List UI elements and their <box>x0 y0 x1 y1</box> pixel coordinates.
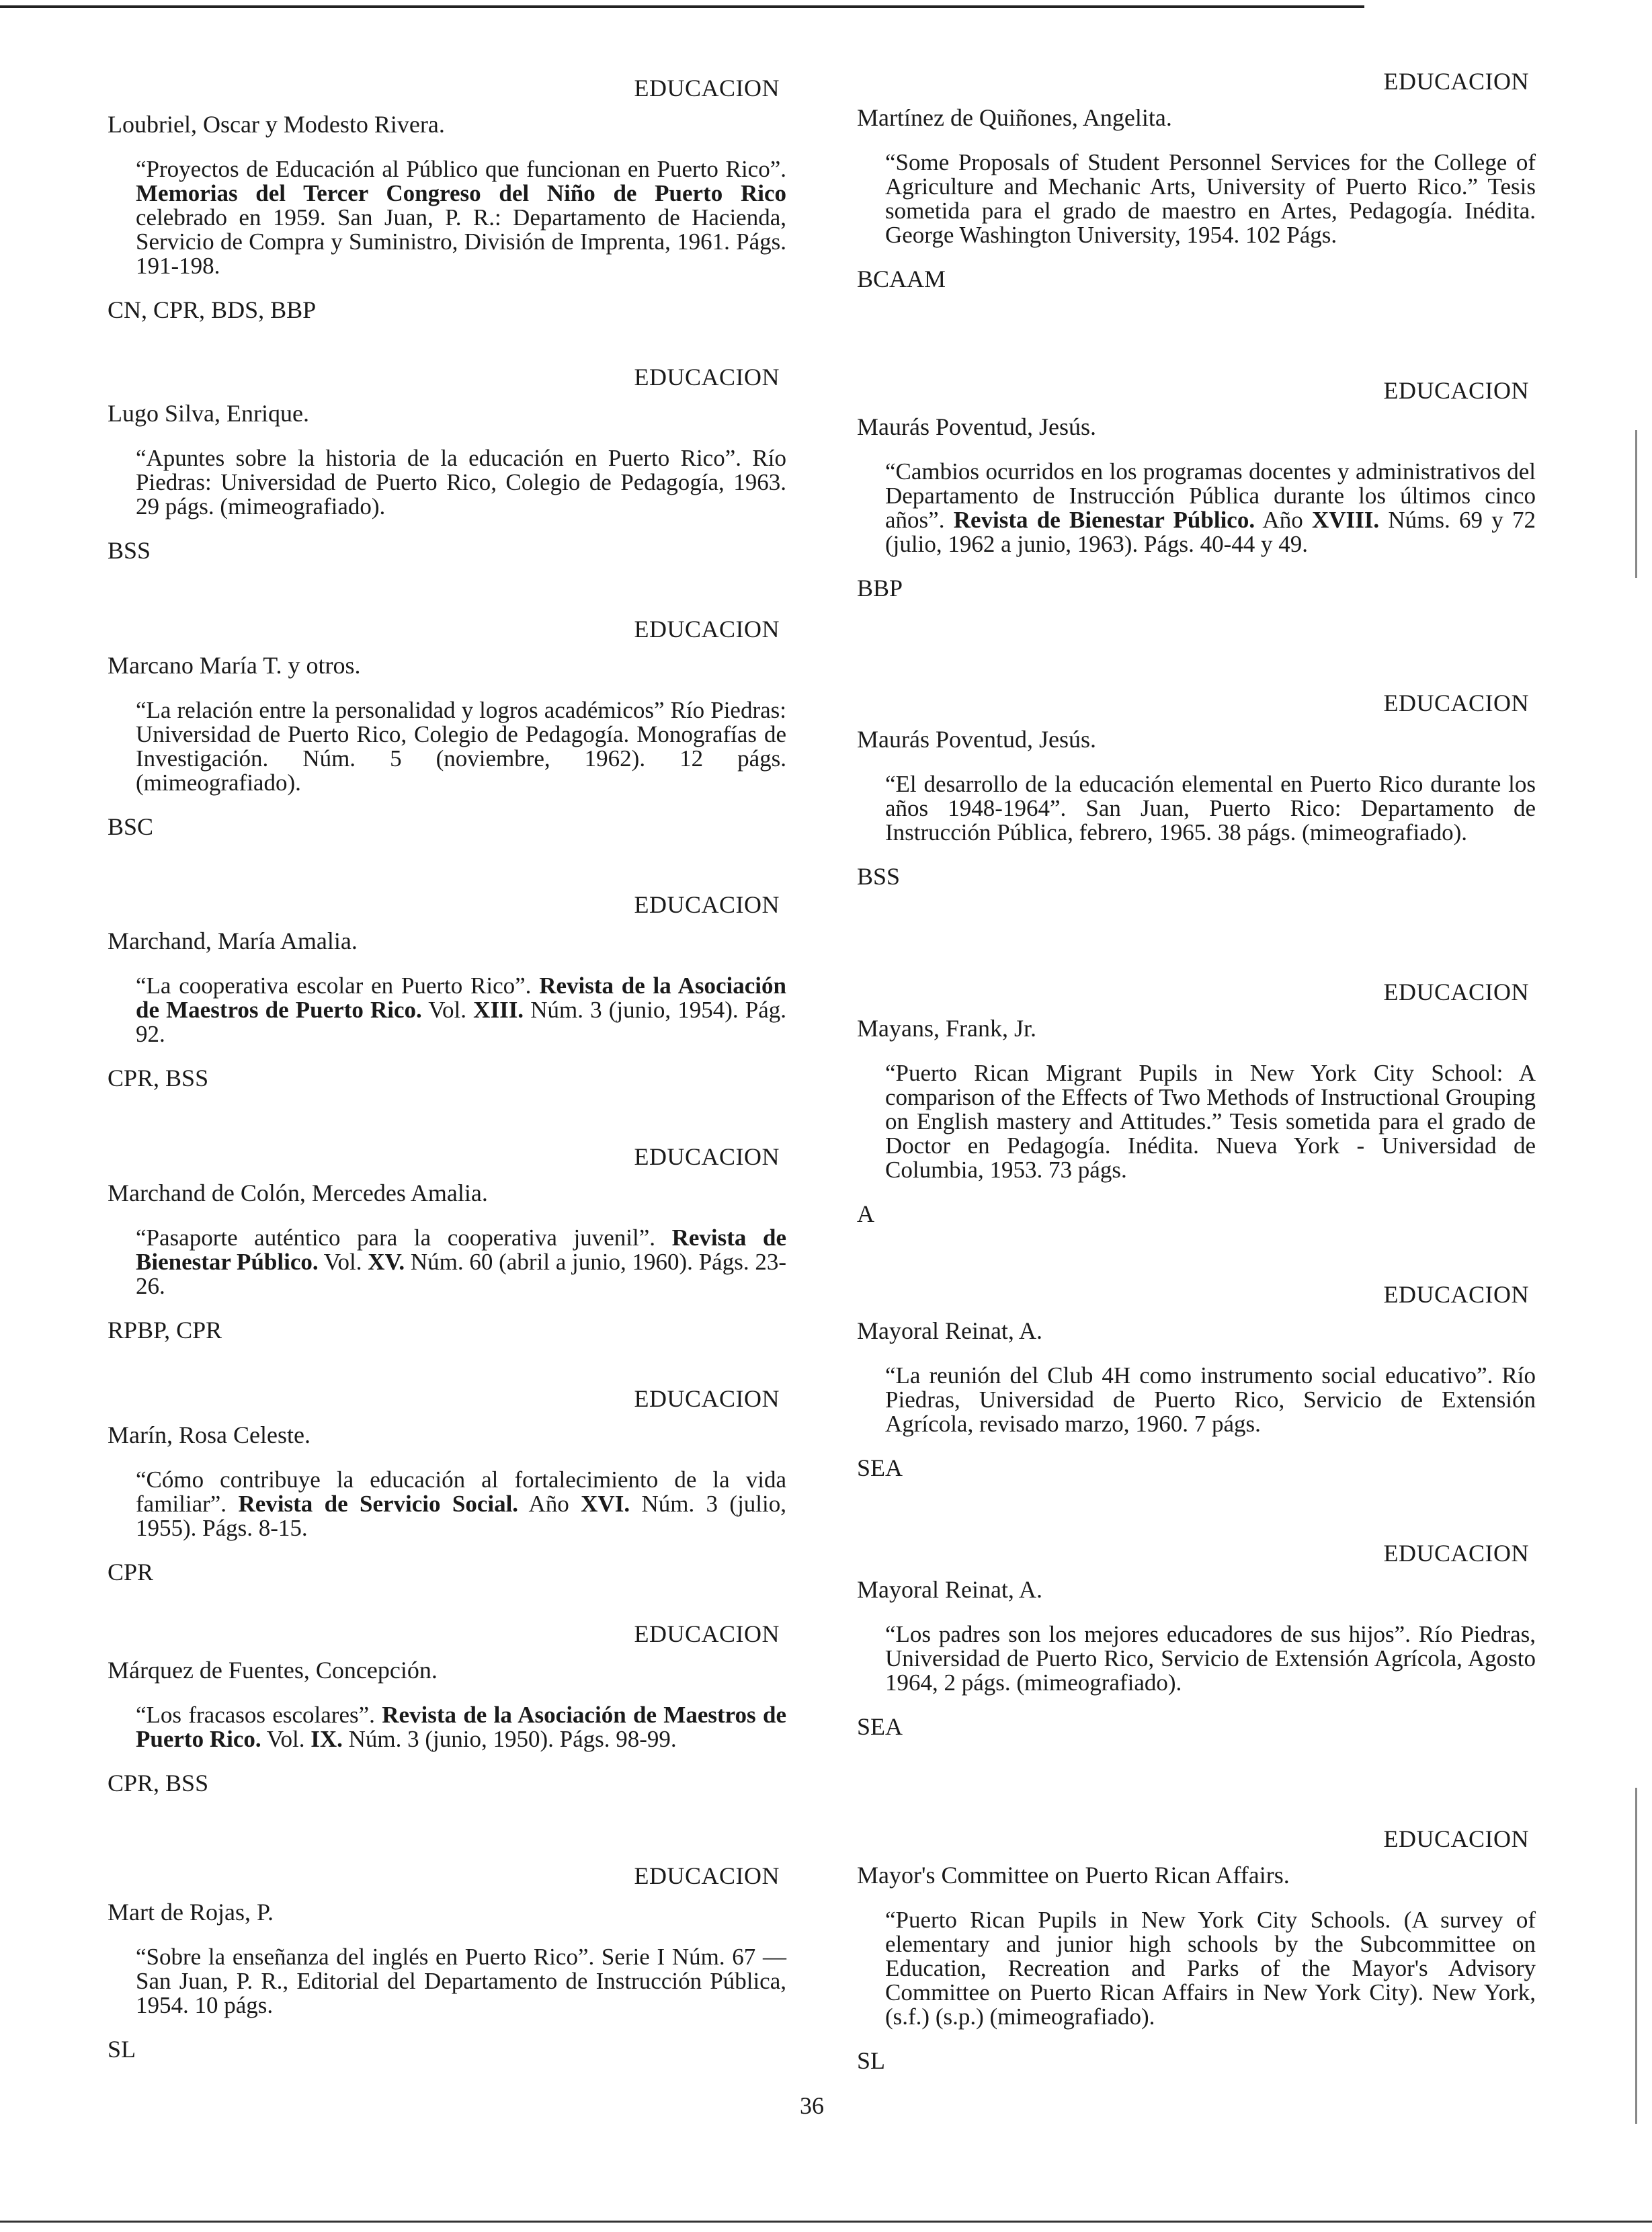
entry-author: Mayor's Committee on Puerto Rican Affairs. <box>857 1862 1290 1889</box>
entry-library-codes: SEA <box>857 1454 903 1481</box>
entry-author: Mayans, Frank, Jr. <box>857 1015 1036 1042</box>
entry-library-codes: SEA <box>857 1713 903 1740</box>
entry-author: Marchand de Colón, Mercedes Amalia. <box>108 1180 488 1206</box>
entry-library-codes: CPR, BSS <box>108 1770 209 1796</box>
bibliography-entry <box>108 363 786 565</box>
citation-text: “Los padres son los mejores educadores de sus hijos”. Río Piedras, Universidad de Puerto Rico, Servicio de Extensión Agrícola, Agosto 1964, 2 págs. (mimeografiado). <box>885 1621 1536 1696</box>
bibliography-entry <box>857 1539 1536 1741</box>
citation-text: “La cooperativa escolar en Puerto Rico”. <box>136 973 540 999</box>
entry-author: Lugo Silva, Enrique. <box>108 400 309 427</box>
bibliography-entry <box>108 1620 786 1797</box>
entry-library-codes: SL <box>857 2047 886 2074</box>
citation-text: Núm. 3 (junio, 1954). Pág. 92. <box>136 997 787 1047</box>
citation-title-bold: XVI. <box>581 1491 630 1517</box>
entry-subject-heading: EDUCACION <box>634 616 780 643</box>
entry-citation <box>108 1945 786 2018</box>
entry-citation <box>108 157 786 278</box>
edge-mark <box>1635 1788 1637 2124</box>
citation-text: Núm. 3 (junio, 1950). Págs. 98-99. <box>342 1726 677 1752</box>
entry-library-codes: BSS <box>857 863 901 890</box>
entry-library-codes: BSS <box>108 537 151 564</box>
citation-text: Vol. <box>421 997 474 1023</box>
citation-text: Núm. 60 (abril a junio, 1960). Págs. 23-26. <box>136 1249 787 1299</box>
bibliography-entry <box>108 74 786 324</box>
citation-title-bold: Revista de Servicio Social. <box>238 1491 519 1517</box>
entry-subject-heading: EDUCACION <box>634 1620 780 1647</box>
bibliography-entry <box>108 1143 786 1344</box>
entry-subject-heading: EDUCACION <box>1383 979 1529 1005</box>
bibliography-entry <box>857 978 1536 1228</box>
bibliography-entry <box>108 1384 786 1586</box>
entry-citation <box>857 1908 1536 2029</box>
entry-citation <box>108 1226 786 1298</box>
citation-text: “Some Proposals of Student Personnel Services for the College of Agriculture and Mechanic Arts, University of Puerto Rico.” Tesis sometida para el grado de maestro en Artes, Pedagogía. Inédita. George Washington University, 1954. 102 Págs. <box>885 149 1536 248</box>
citation-text: “Pasaporte auténtico para la cooperativa juvenil”. <box>136 1225 672 1251</box>
bibliography-entry <box>857 689 1536 891</box>
entry-subject-heading: EDUCACION <box>634 1143 780 1170</box>
citation-title-bold: IX. <box>311 1726 343 1752</box>
entry-subject-heading: EDUCACION <box>1383 1540 1529 1567</box>
entry-author: Mart de Rojas, P. <box>108 1899 274 1926</box>
citation-text: Núms. 69 y 72 (julio, 1962 a junio, 1963). Págs. 40-44 y 49. <box>885 507 1536 557</box>
top-rule <box>0 5 1364 8</box>
entry-citation <box>108 1703 786 1751</box>
page-number: 36 <box>800 2092 824 2119</box>
entry-library-codes: RPBP, CPR <box>108 1317 222 1344</box>
citation-title-bold: XVIII. <box>1311 507 1380 533</box>
entry-author: Márquez de Fuentes, Concepción. <box>108 1657 438 1684</box>
citation-text: “Los fracasos escolares”. <box>136 1702 382 1728</box>
citation-text: Vol. <box>261 1726 311 1752</box>
entry-citation <box>857 772 1536 845</box>
citation-text: celebrado en 1959. San Juan, P. R.: Departamento de Hacienda, Servicio de Compra y Suministro, División de Imprenta, 1961. Págs. 191-198. <box>136 204 786 279</box>
entry-subject-heading: EDUCACION <box>634 1385 780 1412</box>
entry-library-codes: CPR, BSS <box>108 1065 209 1091</box>
citation-title-bold: Revista de la Asociación de Maestros de Puerto Rico. <box>136 973 786 1023</box>
entry-library-codes: A <box>857 1200 874 1227</box>
citation-text: “Proyectos de Educación al Público que funcionan en Puerto Rico”. <box>136 156 786 182</box>
entry-library-codes: SL <box>108 2036 136 2063</box>
citation-text: “Puerto Rican Migrant Pupils in New York City School: A comparison of the Effects of Two Methods of Instructional Grouping on English mastery and Attitudes.” Tesis sometida para el grado de Doctor en Pedagogía. Inédita. Nueva York - Universidad de Columbia, 1953. 73 págs. <box>885 1060 1536 1183</box>
bibliography-entry <box>108 615 786 841</box>
entry-citation <box>857 460 1536 556</box>
entry-subject-heading: EDUCACION <box>1383 377 1529 404</box>
citation-title-bold: XV. <box>368 1249 405 1275</box>
entry-subject-heading: EDUCACION <box>1383 1281 1529 1308</box>
entry-author: Marín, Rosa Celeste. <box>108 1421 311 1448</box>
citation-text: “Cambios ocurridos en los programas docentes y administrativos del Departamento de Instrucción Pública durante los últimos cinco años”. <box>885 458 1536 533</box>
citation-text: “Cómo contribuye la educación al fortalecimiento de la vida familiar”. <box>136 1466 786 1517</box>
entry-citation <box>857 151 1536 247</box>
entry-author: Martínez de Quiñones, Angelita. <box>857 104 1172 131</box>
entry-author: Mayoral Reinat, A. <box>857 1317 1042 1344</box>
bibliography-entry <box>108 1862 786 2063</box>
entry-subject-heading: EDUCACION <box>1383 690 1529 716</box>
citation-title-bold: Revista de la Asociación de Maestros de Puerto Rico. <box>136 1702 786 1752</box>
citation-title-bold: Revista de Bienestar Público. <box>953 507 1255 533</box>
citation-title-bold: Revista de Bienestar Público. <box>136 1225 786 1275</box>
entry-citation <box>108 698 786 795</box>
citation-text: “El desarrollo de la educación elemental en Puerto Rico durante los años 1948-1964”. San Juan, Puerto Rico: Departamento de Instrucción Pública, febrero, 1965. 38 págs. (mimeografiado). <box>885 771 1536 845</box>
entry-library-codes: BSC <box>108 813 154 840</box>
entry-author: Marchand, María Amalia. <box>108 927 358 954</box>
citation-text: “Puerto Rican Pupils in New York City Schools. (A survey of elementary and junior high schools by the Subcommittee on Education, Recreation and Parks of the Mayor's Advisory Committee on Puerto Rican Affairs in New York City). New York, (s.f.) (s.p.) (mimeografiado). <box>885 1907 1536 2030</box>
citation-text: Año <box>1255 507 1312 533</box>
citation-text: “Sobre la enseñanza del inglés en Puerto Rico”. Serie I Núm. 67 — San Juan, P. R., Editorial del Departamento de Instrucción Pública, 1954. 10 págs. <box>136 1944 786 2018</box>
entry-author: Maurás Poventud, Jesús. <box>857 413 1096 440</box>
entry-subject-heading: EDUCACION <box>634 75 780 101</box>
bibliography-entry <box>857 1280 1536 1482</box>
citation-text: “La reunión del Club 4H como instrumento social educativo”. Río Piedras, Universidad de Puerto Rico, Servicio de Extensión Agrícola, revisado marzo, 1960. 7 págs. <box>885 1362 1536 1437</box>
bottom-rule <box>0 2221 1652 2223</box>
entry-subject-heading: EDUCACION <box>1383 1825 1529 1852</box>
bibliography-entry <box>857 67 1536 293</box>
citation-text: Vol. <box>318 1249 368 1275</box>
entry-library-codes: BBP <box>857 575 903 602</box>
entry-citation <box>108 974 786 1046</box>
citation-text: “Apuntes sobre la historia de la educación en Puerto Rico”. Río Piedras: Universidad de Puerto Rico, Colegio de Pedagogía, 1963. 29 págs. (mimeografiado). <box>136 445 786 520</box>
entry-citation <box>857 1364 1536 1436</box>
bibliography-entry <box>857 376 1536 602</box>
bibliography-entry <box>857 1825 1536 2075</box>
entry-author: Mayoral Reinat, A. <box>857 1576 1042 1603</box>
bibliography-entry <box>108 891 786 1092</box>
entry-subject-heading: EDUCACION <box>634 364 780 390</box>
entry-author: Marcano María T. y otros. <box>108 652 361 679</box>
entry-library-codes: BCAAM <box>857 265 946 292</box>
entry-library-codes: CPR <box>108 1559 154 1585</box>
entry-citation <box>857 1061 1536 1182</box>
edge-mark <box>1635 430 1637 578</box>
citation-text: Año <box>518 1491 581 1517</box>
entry-citation <box>108 1468 786 1540</box>
entry-subject-heading: EDUCACION <box>1383 68 1529 95</box>
entry-subject-heading: EDUCACION <box>634 891 780 918</box>
entry-author: Loubriel, Oscar y Modesto Rivera. <box>108 111 445 138</box>
citation-text: “La relación entre la personalidad y logros académicos” Río Piedras: Universidad de Puerto Rico, Colegio de Pedagogía. Monografías de Investigación. Núm. 5 (noviembre, 1962). 12 págs. (mimeografiado). <box>136 697 786 796</box>
citation-title-bold: Memorias del Tercer Congreso del Niño de Puerto Rico <box>136 180 786 206</box>
entry-author: Maurás Poventud, Jesús. <box>857 726 1096 753</box>
entry-citation <box>108 446 786 519</box>
entry-subject-heading: EDUCACION <box>634 1862 780 1889</box>
entry-citation <box>857 1622 1536 1695</box>
entry-library-codes: CN, CPR, BDS, BBP <box>108 296 317 323</box>
citation-text: Núm. 3 (julio, 1955). Págs. 8-15. <box>136 1491 786 1541</box>
citation-title-bold: XIII. <box>473 997 524 1023</box>
